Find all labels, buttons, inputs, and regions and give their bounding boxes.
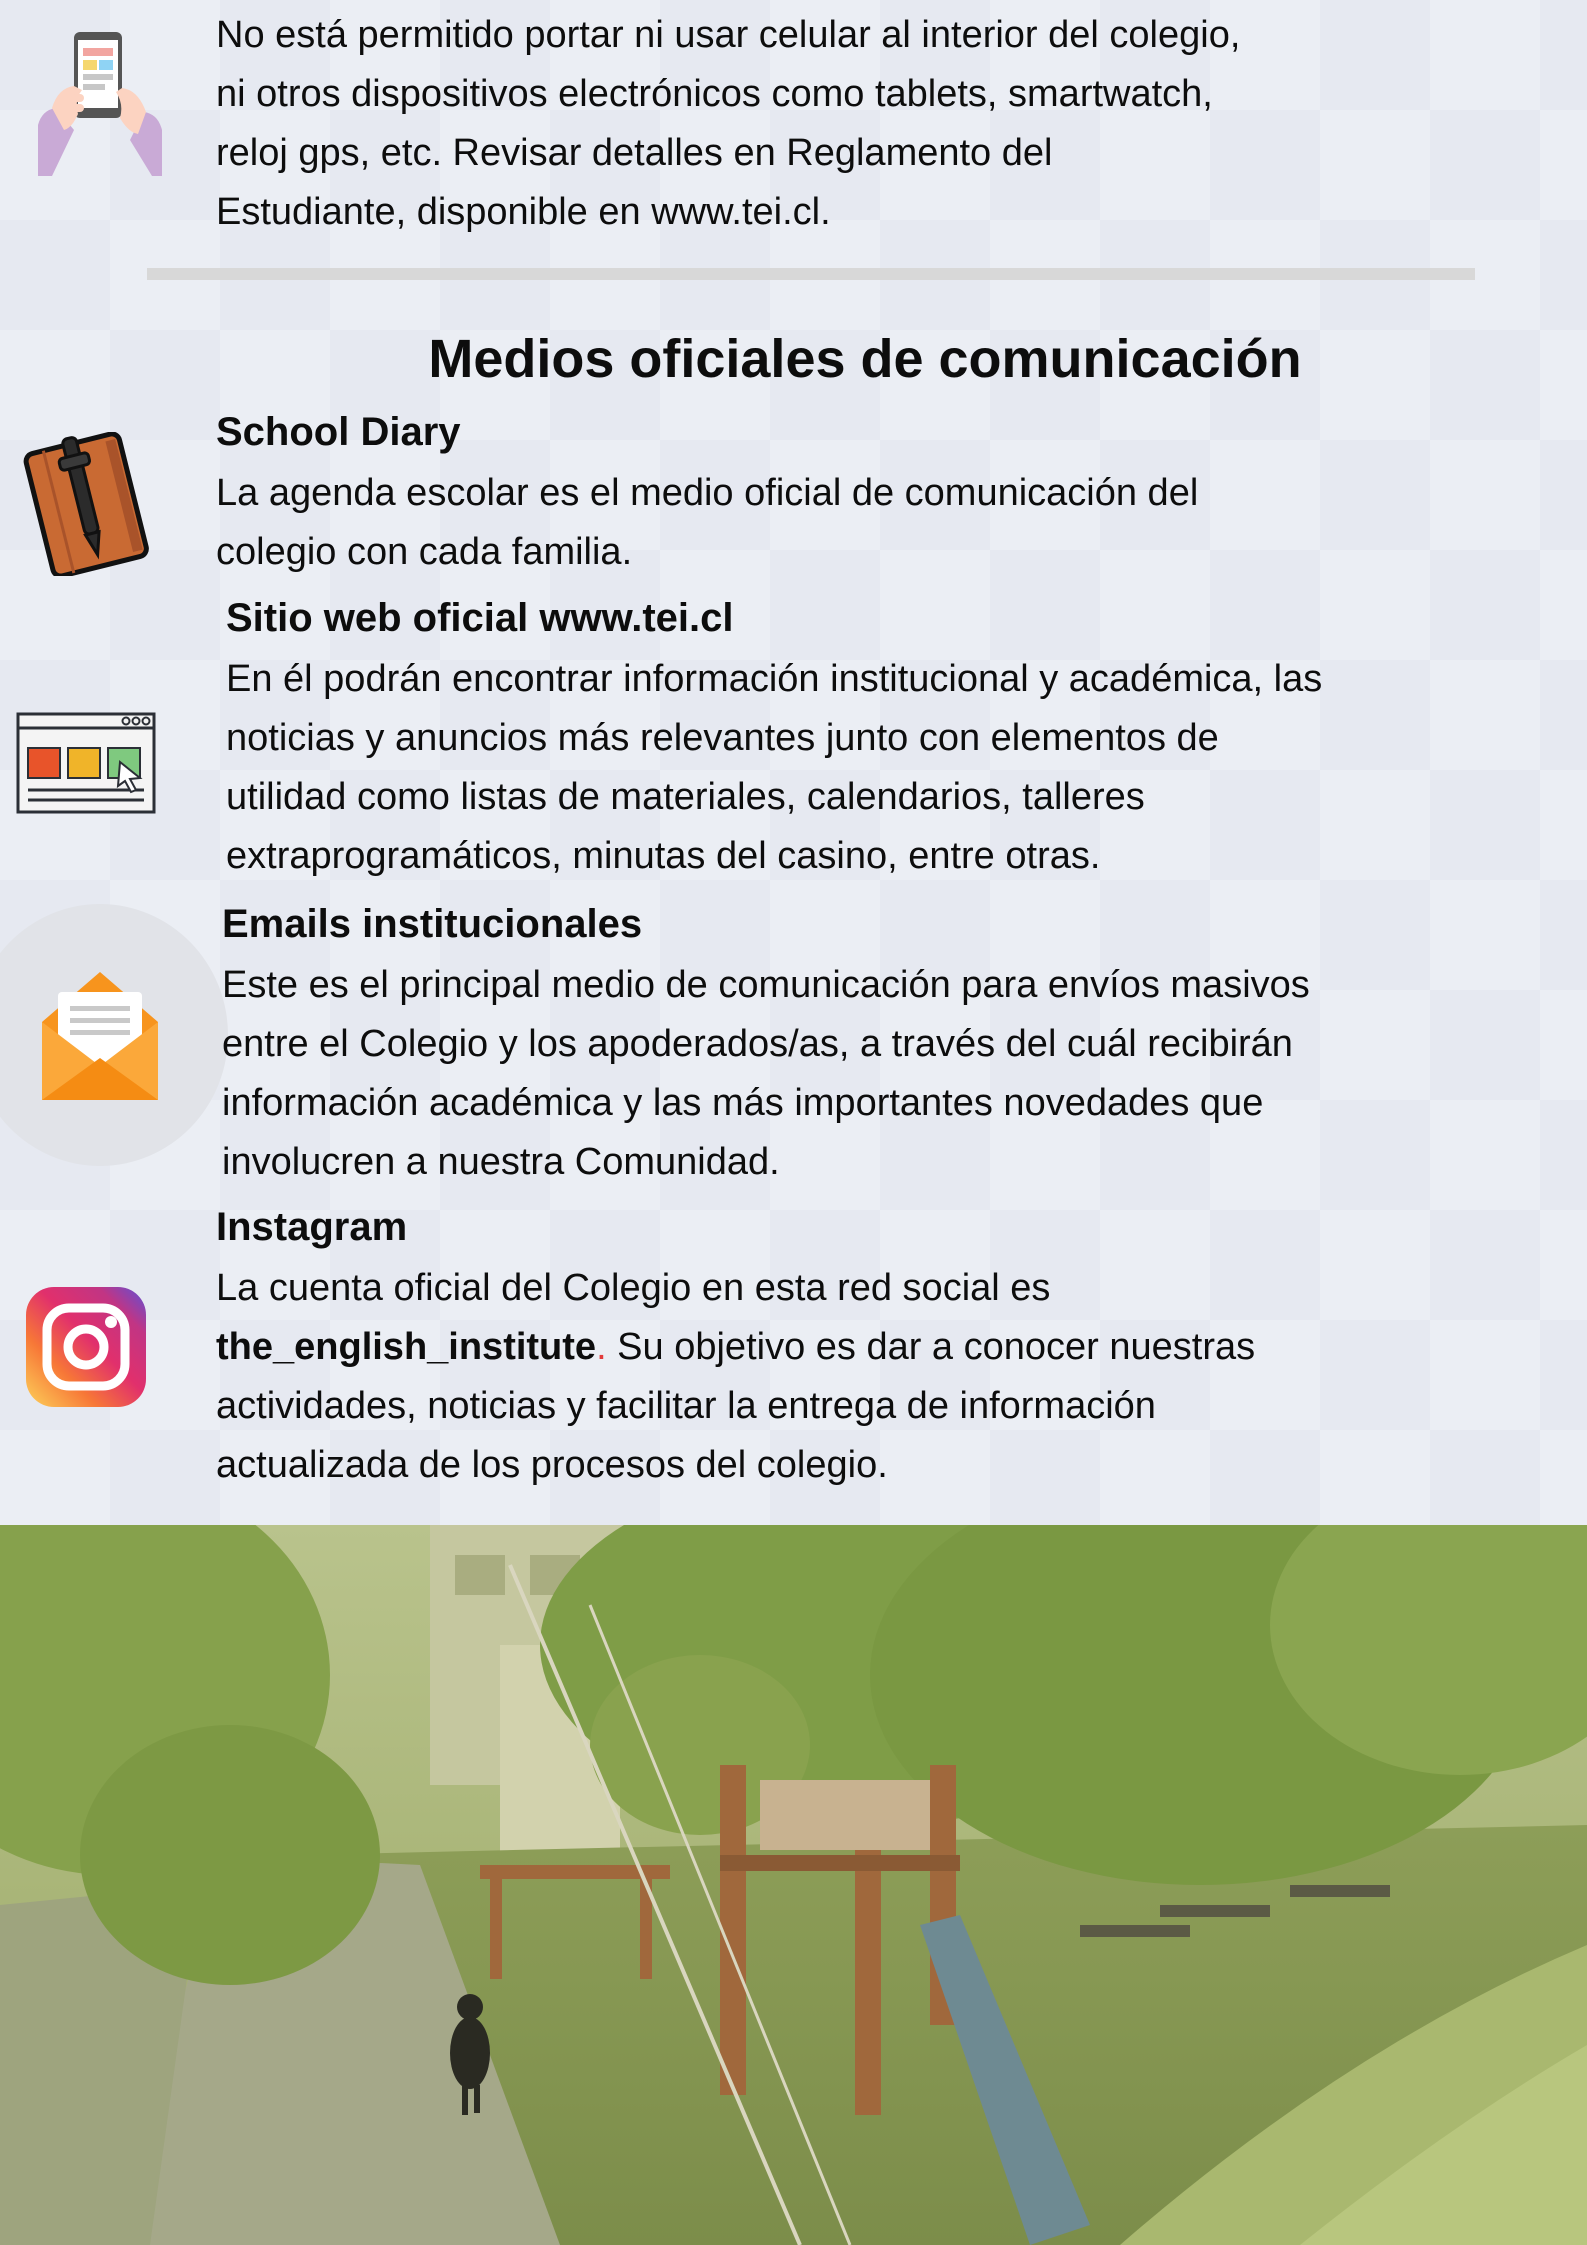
email-line: involucren a nuestra Comunidad. [222,1141,780,1183]
instagram-handle: the_english_institute [216,1326,597,1368]
instagram-line-handle [216,1318,1466,1377]
email-line: información académica y las más importantes novedades que [222,1082,1264,1124]
website-line: utilidad como listas de materiales, calendarios, talleres [226,776,1145,818]
school-diary-line: colegio con cada familia. [216,531,633,573]
intro-line: reloj gps, etc. Revisar detalles en Reglamento del [216,132,1053,174]
website-heading: Sitio web oficial www.tei.cl [226,596,734,640]
email-line: entre el Colegio y los apoderados/as, a través del cuál recibirán [222,1023,1293,1065]
instagram-line: La cuenta oficial del Colegio en esta red social es [216,1267,1051,1309]
school-playground-photo [0,1525,1587,2245]
intro-line: Estudiante, disponible en www.tei.cl. [216,191,831,233]
intro-line: ni otros dispositivos electrónicos como tablets, smartwatch, [216,73,1213,115]
website-section [226,594,1476,886]
website-line: En él podrán encontrar información institucional y académica, las [226,658,1323,700]
intro-paragraph [216,6,1416,242]
email-section [222,900,1472,1192]
notebook-with-pen-icon [20,432,152,576]
instagram-heading: Instagram [216,1205,408,1249]
email-line: Este es el principal medio de comunicación para envíos masivos [222,964,1310,1006]
school-diary-heading: School Diary [216,410,461,454]
smartphone-in-hands-icon [34,30,166,176]
browser-window-icon [16,712,156,814]
instagram-line: actualizada de los procesos del colegio. [216,1444,888,1486]
open-envelope-icon [38,966,162,1102]
website-line: noticias y anuncios más relevantes junto con elementos de [226,717,1219,759]
section-divider [147,268,1475,280]
instagram-logo-icon [25,1286,147,1408]
instagram-section [216,1203,1466,1495]
instagram-line: actividades, noticias y facilitar la entrega de información [216,1385,1156,1427]
instagram-handle-dot: . [596,1326,607,1368]
section-title: Medios oficiales de comunicación [428,329,1302,389]
school-diary-line: La agenda escolar es el medio oficial de comunicación del [216,472,1199,514]
website-line: extraprogramáticos, minutas del casino, entre otras. [226,835,1101,877]
instagram-line-rest: Su objetivo es dar a conocer nuestras [606,1326,1256,1368]
email-heading: Emails institucionales [222,902,643,946]
school-diary-section [216,408,1466,582]
intro-line: No está permitido portar ni usar celular al interior del colegio, [216,14,1241,56]
